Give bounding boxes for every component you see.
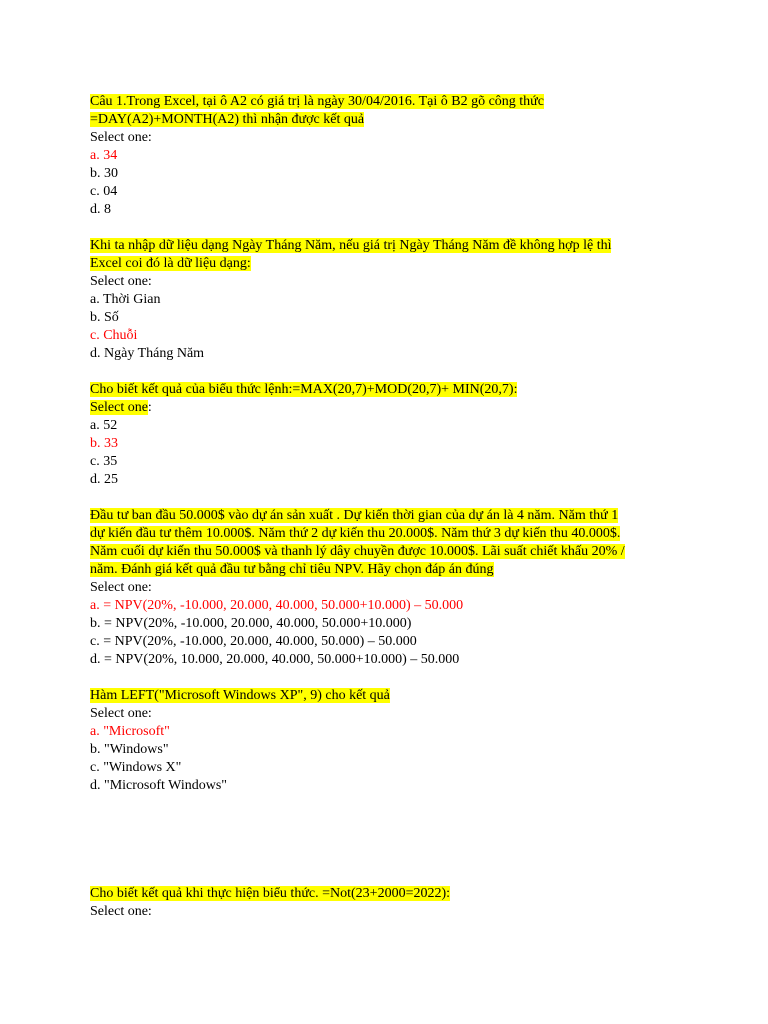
question-text	[90, 687, 680, 705]
question-text	[90, 885, 680, 903]
question-text	[90, 507, 680, 579]
option-b: b. = NPV(20%, -10.000, 20.000, 40.000, 50.000+10.000)	[90, 616, 412, 631]
question-line: Khi ta nhập dữ liệu dạng Ngày Tháng Năm, nếu giá trị Ngày Tháng Năm đề không hợp lệ thì	[90, 238, 612, 253]
option-b: b. 30	[90, 166, 118, 181]
option-d: d. 8	[90, 202, 111, 217]
option-a: a. 52	[90, 418, 118, 433]
select-one-label: Select one:	[90, 580, 152, 595]
question-2	[90, 237, 680, 363]
select-one-label: Select one:	[90, 706, 152, 721]
question-line: =DAY(A2)+MONTH(A2) thì nhận được kết quả	[90, 112, 365, 127]
option-a-correct: a. 34	[90, 148, 118, 163]
option-b: b. "Windows"	[90, 742, 169, 757]
question-line: Hàm LEFT("Microsoft Windows XP", 9) cho kết quả	[90, 688, 390, 703]
option-c: c. 35	[90, 454, 118, 469]
question-3	[90, 381, 680, 489]
question-text	[90, 381, 680, 399]
select-one-highlight: Select one	[90, 400, 148, 415]
option-c: c. = NPV(20%, -10.000, 20.000, 40.000, 50.000) – 50.000	[90, 634, 417, 649]
option-a: a. Thời Gian	[90, 292, 161, 307]
question-line: Cho biết kết quả khi thực hiện biểu thức. =Not(23+2000=2022):	[90, 886, 451, 901]
option-c: c. "Windows X"	[90, 760, 182, 775]
question-line: Cho biết kết quả của biểu thức lệnh:=MAX(20,7)+MOD(20,7)+ MIN(20,7):	[90, 382, 518, 397]
select-one-label: Select one:	[90, 130, 152, 145]
question-line: dự kiến đầu tư thêm 10.000$. Năm thứ 2 dự kiến thu 20.000$. Năm thứ 3 dự kiến thu 40.000$.	[90, 526, 621, 541]
question-line: Excel coi đó là dữ liệu dạng:	[90, 256, 251, 271]
option-c-correct: c. Chuỗi	[90, 328, 138, 343]
option-a-correct: a. "Microsoft"	[90, 724, 170, 739]
option-b-correct: b. 33	[90, 436, 118, 451]
select-one-label: Select one:	[90, 274, 152, 289]
question-text	[90, 237, 680, 273]
question-text	[90, 93, 680, 129]
question-line: Câu 1.Trong Excel, tại ô A2 có giá trị là ngày 30/04/2016. Tại ô B2 gõ công thức	[90, 94, 544, 109]
question-5	[90, 687, 680, 795]
question-line: Đầu tư ban đầu 50.000$ vào dự án sản xuất . Dự kiến thời gian của dự án là 4 năm. Năm thứ 1	[90, 508, 619, 523]
select-one-label: Select one:	[90, 904, 152, 919]
option-a-correct: a. = NPV(20%, -10.000, 20.000, 40.000, 50.000+10.000) – 50.000	[90, 598, 464, 613]
blank-space	[90, 813, 680, 885]
option-d: d. 25	[90, 472, 118, 487]
document-page	[90, 93, 680, 939]
option-d: d. = NPV(20%, 10.000, 20.000, 40.000, 50.000+10.000) – 50.000	[90, 652, 460, 667]
option-d: d. "Microsoft Windows"	[90, 778, 227, 793]
select-one-colon: :	[147, 400, 152, 415]
option-d: d. Ngày Tháng Năm	[90, 346, 205, 361]
option-b: b. Số	[90, 310, 119, 325]
question-line: năm. Đánh giá kết quả đầu tư bằng chỉ tiêu NPV. Hãy chọn đáp án đúng	[90, 562, 494, 577]
option-c: c. 04	[90, 184, 118, 199]
question-4	[90, 507, 680, 669]
question-1	[90, 93, 680, 219]
select-one-label	[90, 399, 680, 417]
question-6	[90, 885, 680, 921]
question-line: Năm cuối dự kiến thu 50.000$ và thanh lý dây chuyền được 10.000$. Lãi suất chiết khấu 20% /	[90, 544, 625, 559]
